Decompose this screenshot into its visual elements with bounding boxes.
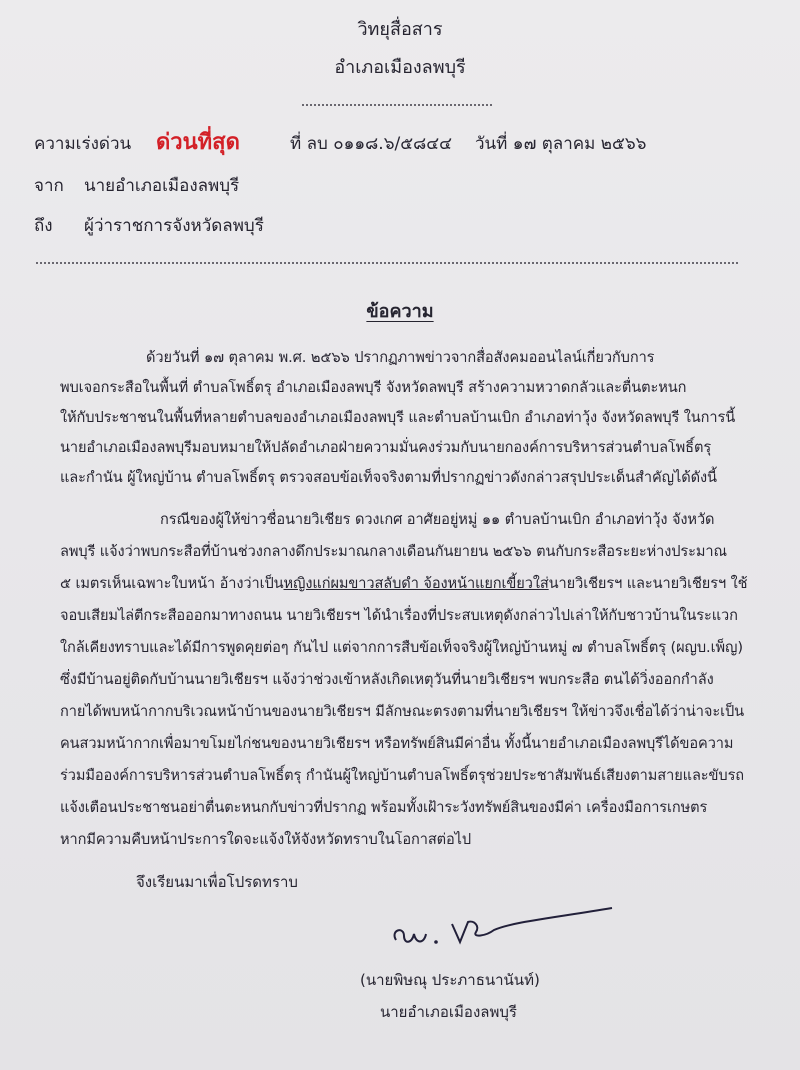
- body-line: คนสวมหน้ากากเพื่อมาขโมยไก่ชนของนายวิเชียรฯ หรือทรัพย์สินมีค่าอื่น ทั้งนี้นายอำเภอเมืองลพบุรีได้ขอความ: [60, 735, 734, 752]
- body-line: ลพบุรี แจ้งว่าพบกระสือที่บ้านช่วงกลางดึกประมาณกลางเดือนกันยายน ๒๕๖๖ ตนกับกระสือระยะห่างประมาณ: [60, 543, 727, 560]
- handwritten-signature: [382, 900, 642, 960]
- to-value: ผู้ว่าราชการจังหวัดลพบุรี: [84, 216, 264, 236]
- body-line: ให้กับประชาชนในพื้นที่หลายตำบลของอำเภอเมืองลพบุรี และตำบลบ้านเบิก อำเภอท่าวุ้ง จังหวัดลพบุรี ในการนี้: [60, 409, 736, 426]
- subject-heading: ข้อความ: [366, 301, 434, 322]
- urgency-value: ด่วนที่สุด: [156, 130, 240, 155]
- body-line: ด้วยวันที่ ๑๗ ตุลาคม พ.ศ. ๒๕๖๖ ปรากฏภาพข่าวจากสื่อสังคมออนไลน์เกี่ยวกับการ: [146, 349, 655, 366]
- body-line: พบเจอกระสือในพื้นที่ ตำบลโพธิ์ตรุ อำเภอเมืองลพบุรี จังหวัดลพบุรี สร้างความหวาดกลัวและตื่นตะหนก: [60, 379, 687, 396]
- section-dotted-rule: [36, 262, 738, 264]
- body-line: แจ้งเตือนประชาชนอย่าตื่นตะหนกกับข่าวที่ปรากฏ พร้อมทั้งเฝ้าระวังทรัพย์สินของมีค่า เครื่องมือการเกษตร: [60, 799, 708, 816]
- body-line: กายได้พบหน้ากากบริเวณหน้าบ้านของนายวิเชียรฯ มีลักษณะตรงตามที่นายวิเชียรฯ ให้ข่าวจึงเชื่อได้ว่าน่าจะเป็น: [60, 703, 745, 720]
- signatory-title: นายอำเภอเมืองลพบุรี: [380, 1003, 517, 1021]
- from-value: นายอำเภอเมืองลพบุรี: [84, 176, 240, 196]
- urgency-label: ความเร่งด่วน: [34, 134, 132, 154]
- body-line: หากมีความคืบหน้าประการใดจะแจ้งให้จังหวัดทราบในโอกาสต่อไป: [60, 831, 472, 848]
- header-org: วิทยุสื่อสาร: [357, 19, 443, 40]
- reference-number: ที่ ลบ ๐๑๑๘.๖/๕๘๔๔: [290, 134, 452, 154]
- body-line: กรณีของผู้ให้ข่าวชื่อนายวิเชียร ดวงเกศ อาศัยอยู่หมู่ ๑๑ ตำบลบ้านเบิก อำเภอท่าวุ้ง จังหวัด: [160, 511, 715, 528]
- body-line: นายอำเภอเมืองลพบุรีมอบหมายให้ปลัดอำเภอฝ่ายความมั่นคงร่วมกับนายกองค์การบริหารส่วนตำบลโพธิ์ตรุ: [60, 439, 712, 456]
- document-date: วันที่ ๑๗ ตุลาคม ๒๕๖๖: [475, 134, 647, 154]
- body-line: ร่วมมือองค์การบริหารส่วนตำบลโพธิ์ตรุ กำนันผู้ใหญ่บ้านตำบลโพธิ์ตรุช่วยประชาสัมพันธ์เสียงตามสายและขับรถ: [60, 767, 745, 784]
- header-dotted-rule: [302, 104, 492, 106]
- body-line: [60, 572, 760, 595]
- body-line: ซึ่งมีบ้านอยู่ติดกับบ้านนายวิเชียรฯ แจ้งว่าช่วงเข้าหลังเกิดเหตุวันที่นายวิเชียรฯ พบกระสือ ตนได้วิ่งออกกำลัง: [60, 671, 714, 688]
- closing-text: จึงเรียนมาเพื่อโปรดทราบ: [136, 873, 298, 891]
- to-label: ถึง: [34, 216, 53, 236]
- body-line: ใกล้เคียงทราบและได้มีการพูดคุยต่อๆ กันไป แต่จากการสืบข้อเท็จจริงผู้ใหญ่บ้านหมู่ ๗ ตำบลโพธิ์ตรุ (ผญบ.เพ็ญ): [60, 639, 743, 656]
- body-text: นายวิเชียรฯ และนายวิเชียรฯ ใช้: [548, 575, 748, 592]
- from-label: จาก: [34, 176, 64, 196]
- signatory-name: (นายพิษณุ ประภาธนานันท์): [360, 971, 540, 989]
- body-underlined-text: หญิงแก่ผมขาวสลับดำ จ้องหน้าแยกเขี้ยวใส่: [283, 575, 549, 592]
- body-number: ๕: [60, 575, 71, 592]
- body-text: เมตรเห็นเฉพาะใบหน้า อ้างว่าเป็น: [75, 575, 284, 592]
- body-line: และกำนัน ผู้ใหญ่บ้าน ตำบลโพธิ์ตรุ ตรวจสอบข้อเท็จจริงตามที่ปรากฏข่าวดังกล่าวสรุปประเด็นสำคัญได้ดังนี้: [60, 469, 717, 486]
- body-line: จอบเสียมไล่ตีกระสือออกมาทางถนน นายวิเชียรฯ ได้นำเรื่องที่ประสบเหตุดังกล่าวไปเล่าให้กับชาวบ้านในระแวก: [60, 607, 738, 624]
- header-district: อำเภอเมืองลพบุรี: [334, 57, 466, 78]
